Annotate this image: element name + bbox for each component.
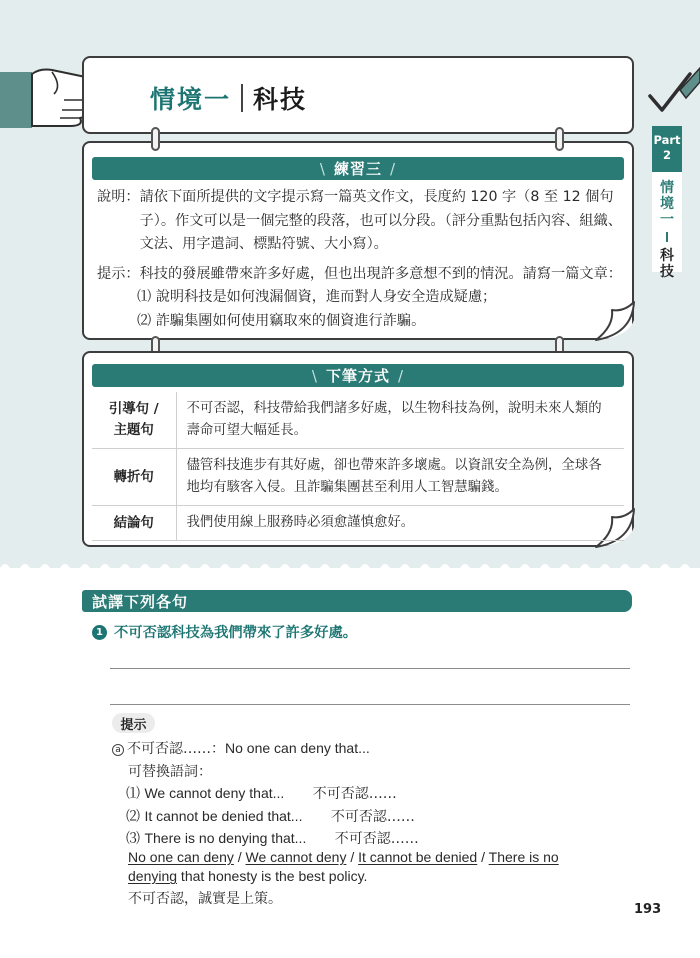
prompt-label: 提示： bbox=[97, 265, 140, 282]
hint-phrase-en: No one can deny that... bbox=[225, 740, 370, 756]
part-label: Part bbox=[653, 133, 681, 147]
title-separator bbox=[241, 84, 243, 112]
underlined-phrase: There is no bbox=[488, 849, 559, 865]
slash: / bbox=[233, 849, 246, 865]
answer-line[interactable] bbox=[110, 668, 630, 669]
hint-phrase bbox=[112, 738, 370, 758]
alt-item bbox=[126, 828, 419, 848]
instruction-line: 子）。作文可以是一個完整的段落，也可以分段。（評分重點包括內容、組織、 bbox=[139, 212, 622, 229]
circled-letter: a bbox=[112, 744, 124, 756]
example-sentence-cont bbox=[128, 868, 367, 884]
prompt-list bbox=[97, 286, 627, 333]
prompt-item: ⑴ 說明科技是如何洩漏個資，進而對人身安全造成疑慮； bbox=[137, 289, 497, 305]
question-number: 1 bbox=[92, 625, 107, 640]
exercise-body bbox=[97, 186, 627, 333]
question-1 bbox=[92, 622, 357, 642]
checkmark-pen-icon bbox=[646, 60, 700, 124]
side-tab-chapter bbox=[652, 172, 682, 228]
exercise-heading: \ 練習三 / bbox=[92, 157, 624, 180]
table-row bbox=[92, 449, 624, 506]
row-value-line: 不可否認，科技帶給我們諸多好處，以生物科技為例，說明未來人類的 bbox=[186, 401, 602, 416]
side-char: 境 bbox=[660, 196, 674, 212]
page-title bbox=[150, 80, 307, 116]
row-key bbox=[92, 506, 176, 541]
alt-en: We cannot deny that... bbox=[144, 785, 285, 801]
slash: / bbox=[477, 849, 489, 865]
slash: / bbox=[346, 849, 359, 865]
row-key-line: 引導句 / bbox=[108, 402, 159, 417]
binder-ring bbox=[151, 127, 160, 151]
part-badge bbox=[652, 126, 682, 172]
writing-heading: \ 下筆方式 / bbox=[92, 364, 624, 387]
alt-label: 可替換語詞： bbox=[128, 764, 212, 780]
translate-heading-text: 試譯下列各句 bbox=[92, 592, 189, 611]
example-translation: 不可否認，誠實是上策。 bbox=[128, 891, 282, 907]
prompt-item: ⑵ 詐騙集團如何使用竊取來的個資進行詐騙。 bbox=[137, 312, 426, 329]
instruction-label: 說明： bbox=[97, 189, 140, 205]
prompt-row bbox=[97, 263, 627, 287]
example-sentence bbox=[128, 849, 559, 865]
alt-zh: 不可否認…… bbox=[334, 831, 419, 847]
title-sub: 科技 bbox=[253, 85, 308, 114]
answer-line[interactable] bbox=[110, 704, 630, 705]
alt-en: It cannot be denied that... bbox=[144, 808, 303, 824]
alt-num: ⑶ bbox=[126, 831, 140, 847]
side-char: 情 bbox=[660, 180, 674, 196]
instruction-line: 請依下面所提供的文字提示寫一篇英文作文，長度約 120 字（8 至 12 個句 bbox=[139, 189, 614, 205]
row-value bbox=[176, 449, 624, 506]
hint-tag: 提示 bbox=[112, 713, 155, 733]
side-char: 一 bbox=[660, 212, 674, 228]
side-tab-divider bbox=[666, 232, 668, 242]
row-value bbox=[176, 506, 624, 541]
alt-en: There is no denying that... bbox=[144, 830, 307, 846]
alt-item bbox=[126, 783, 397, 803]
table-row bbox=[92, 506, 624, 541]
alt-num: ⑴ bbox=[126, 786, 140, 802]
alt-num: ⑵ bbox=[126, 809, 140, 825]
instruction-line: 文法、用字遣詞、標點符號、大小寫）。 bbox=[139, 236, 388, 252]
table-row bbox=[92, 392, 624, 449]
row-value-line: 我們使用線上服務時必須愈謹慎愈好。 bbox=[186, 515, 415, 530]
underlined-phrase: denying bbox=[128, 868, 178, 884]
part-number: 2 bbox=[662, 148, 671, 162]
row-value bbox=[176, 392, 624, 449]
underlined-phrase: It cannot be denied bbox=[358, 849, 478, 865]
exercise-heading-text: 練習三 bbox=[333, 160, 382, 178]
alt-zh: 不可否認…… bbox=[312, 786, 397, 802]
example-rest: that honesty is the best policy. bbox=[177, 868, 368, 884]
hint-phrase-zh: 不可否認……： bbox=[127, 741, 225, 757]
writing-table bbox=[92, 392, 624, 541]
writing-heading-text: 下筆方式 bbox=[325, 367, 390, 385]
row-key-line: 主題句 bbox=[113, 423, 154, 438]
row-key-line: 結論句 bbox=[113, 515, 154, 531]
prompt-text: 科技的發展雖帶來許多好處，但也出現許多意想不到的情況。請寫一篇文章： bbox=[139, 265, 622, 282]
row-value-line: 壽命可望大幅延長。 bbox=[186, 423, 308, 438]
translate-heading bbox=[82, 590, 632, 612]
question-text: 不可否認科技為我們帶來了許多好處。 bbox=[114, 625, 358, 641]
row-key bbox=[92, 449, 176, 506]
side-tab-topic bbox=[652, 242, 682, 280]
row-value-line: 地均有駭客入侵。且詐騙集團甚至利用人工智慧騙錢。 bbox=[186, 480, 508, 495]
side-char: 技 bbox=[660, 264, 674, 280]
page-number: 193 bbox=[634, 902, 662, 917]
side-char: 科 bbox=[660, 248, 674, 264]
binder-ring bbox=[555, 127, 564, 151]
alt-zh: 不可否認…… bbox=[330, 809, 415, 825]
instruction-row bbox=[97, 186, 627, 257]
title-main: 情境一 bbox=[150, 85, 232, 114]
row-key-line: 轉折句 bbox=[113, 469, 154, 485]
underlined-phrase: We cannot deny bbox=[245, 849, 347, 865]
row-value-line: 儘管科技進步有其好處，卻也帶來許多壞處。以資訊安全為例，全球各 bbox=[186, 458, 602, 473]
alt-item bbox=[126, 806, 415, 826]
underlined-phrase: No one can deny bbox=[128, 849, 234, 865]
row-key bbox=[92, 392, 176, 449]
side-tab bbox=[652, 126, 682, 280]
wave-divider bbox=[0, 556, 700, 580]
